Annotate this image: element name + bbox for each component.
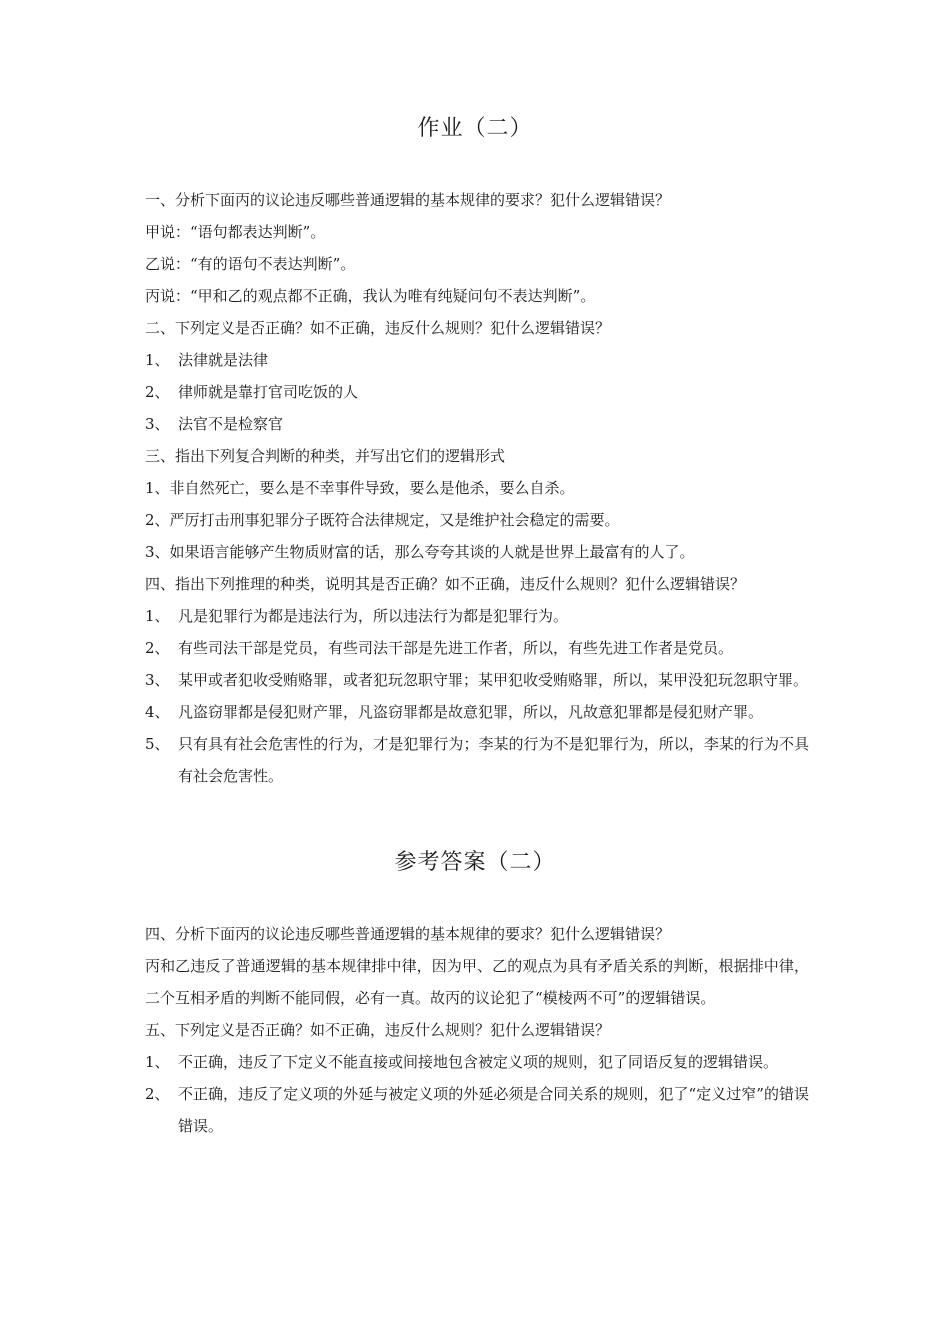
item-text: 法律就是法律 [178,351,269,369]
item-number: 1、 [145,1053,170,1071]
a2-heading: 五、下列定义是否正确？如不正确，违反什么规则？犯什么逻辑错误？ [145,1021,611,1039]
item-text: 法官不是检察官 [178,415,284,433]
q2-item [145,376,809,408]
answers-body [145,918,809,1142]
item-number: 2、 [145,1085,170,1103]
item-text: 不正确，违反了定义项的外延与被定义项的外延必须是合同关系的规则，犯了“定义过窄”的错误错误。 [178,1085,809,1135]
item-text: 凡是犯罪行为都是违法行为，所以违法行为都是犯罪行为。 [178,607,569,625]
item-text: 某甲或者犯收受贿赂罪，或者犯玩忽职守罪；某甲犯收受贿赂罪，所以，某甲没犯玩忽职守罪。 [178,671,809,689]
q2-item [145,344,809,376]
q3-line: 3、如果语言能够产生物质财富的话，那么夸夸其谈的人就是世界上最富有的人了。 [145,543,695,561]
item-number: 1、 [145,351,170,369]
item-number: 5、 [145,735,170,753]
item-text: 律师就是靠打官司吃饭的人 [178,383,359,401]
q2-heading: 二、下列定义是否正确？如不正确，违反什么规则？犯什么逻辑错误？ [145,319,611,337]
a1-heading: 四、分析下面丙的议论违反哪些普通逻辑的基本规律的要求？犯什么逻辑错误？ [145,925,671,943]
item-text: 只有具有社会危害性的行为，才是犯罪行为；李某的行为不是犯罪行为，所以，李某的行为不具有社会危害性。 [178,735,809,785]
q1-line: 乙说：“有的语句不表达判断”。 [145,255,356,273]
q3-line: 2、严厉打击刑事犯罪分子既符合法律规定，又是维护社会稳定的需要。 [145,511,620,529]
item-number: 2、 [145,383,170,401]
q3-line: 1、非自然死亡，要么是不幸事件导致，要么是他杀，要么自杀。 [145,479,575,497]
q4-item [145,632,809,664]
item-text: 凡盗窃罪都是侵犯财产罪，凡盗窃罪都是故意犯罪，所以，凡故意犯罪都是侵犯财产罪。 [178,703,764,721]
q1-heading: 一、分析下面丙的议论违反哪些普通逻辑的基本规律的要求？犯什么逻辑错误？ [145,191,671,209]
a2-item [145,1046,809,1078]
homework-body [145,184,809,792]
item-number: 3、 [145,671,170,689]
q4-item [145,728,809,792]
homework-title: 作业（二） [417,116,533,141]
item-number: 4、 [145,703,170,721]
item-text: 不正确，违反了下定义不能直接或间接地包含被定义项的规则，犯了同语反复的逻辑错误。 [178,1053,779,1071]
q4-heading: 四、指出下列推理的种类，说明其是否正确？如不正确，违反什么规则？犯什么逻辑错误？ [145,575,746,593]
answers-title: 参考答案（二） [394,850,556,875]
item-number: 3、 [145,415,170,433]
a1-answer: 丙和乙违反了普通逻辑的基本规律排中律，因为甲、乙的观点为具有矛盾关系的判断，根据排中律，二个互相矛盾的判断不能同假，必有一真。故丙的议论犯了“模棱两不可”的逻辑错误。 [145,957,809,1007]
q3-heading: 三、指出下列复合判断的种类，并写出它们的逻辑形式 [145,447,506,465]
item-number: 1、 [145,607,170,625]
a2-item [145,1078,809,1142]
q4-item [145,664,809,696]
q4-item [145,600,809,632]
q2-item [145,408,809,440]
q4-item [145,696,809,728]
q1-line: 丙说：“甲和乙的观点都不正确，我认为唯有纯疑问句不表达判断”。 [145,287,596,305]
item-text: 有些司法干部是党员，有些司法干部是先进工作者，所以，有些先进工作者是党员。 [178,639,734,657]
q1-line: 甲说：“语句都表达判断”。 [145,223,326,241]
item-number: 2、 [145,639,170,657]
